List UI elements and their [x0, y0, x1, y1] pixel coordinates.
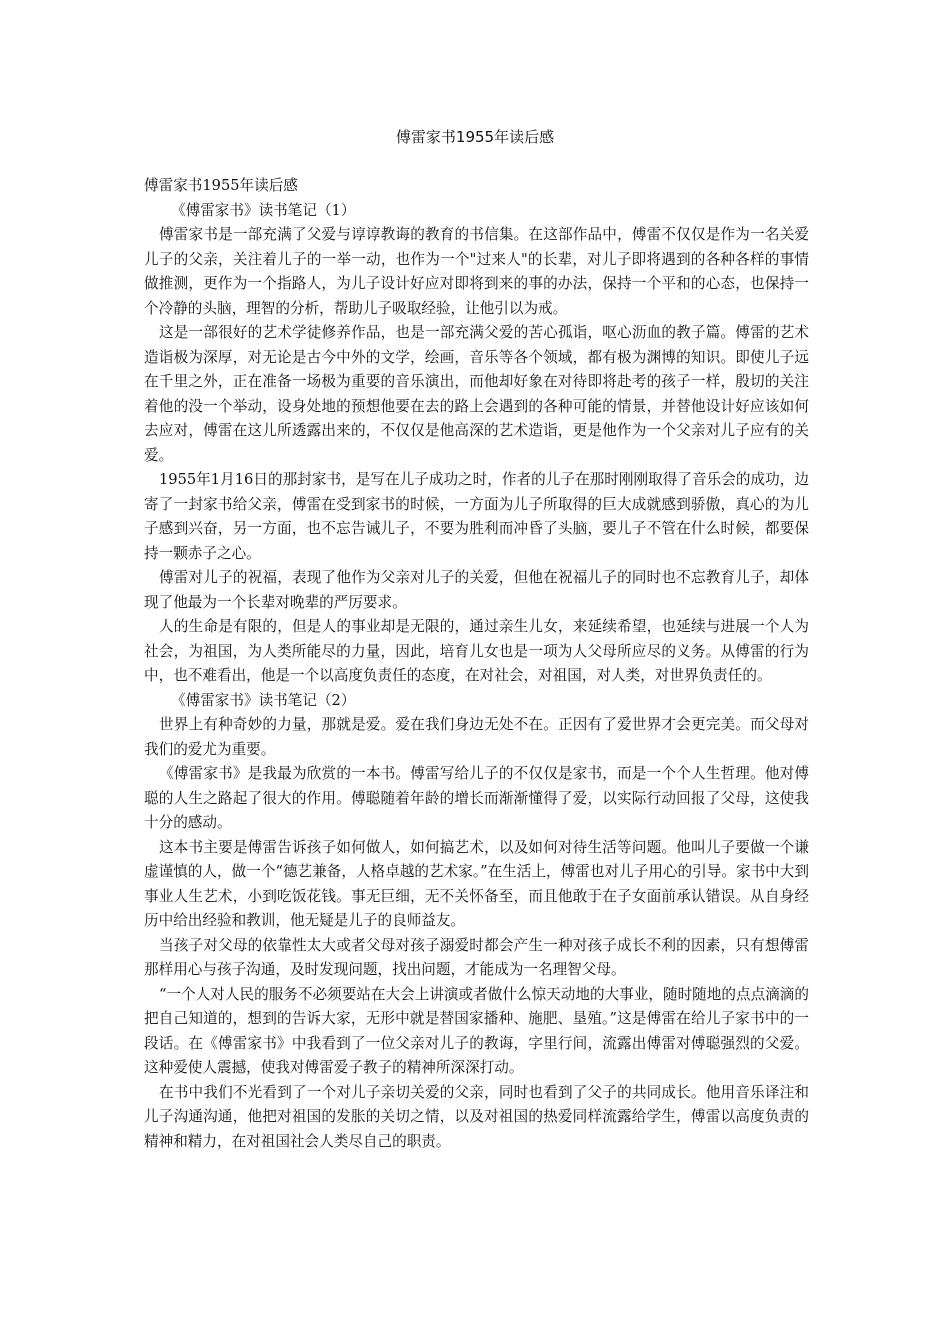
body-paragraph: 《傅雷家书》是我最为欣赏的一本书。傅雷写给儿子的不仅仅是家书，而是一个个人生哲理。他对傅聪的人生之路起了很大的作用。傅聪随着年龄的增长而渐渐懂得了爱，以实际行动回报了父母，这使我十分的感动。: [144, 765, 809, 831]
body-paragraph: 世界上有种奇妙的力量，那就是爱。爱在我们身边无处不在。正因有了爱世界才会更完美。而父母对我们的爱尤为重要。: [144, 716, 809, 758]
body-paragraph: 这本书主要是傅雷告诉孩子如何做人，如何搞艺术，以及如何对待生活等问题。他叫儿子要做一个谦虚谨慎的人，做一个“德艺兼备，人格卓越的艺术家。”在生活上，傅雷也对儿子用心的引导。家书中大到事业人生艺术，小到吃饭花钱。事无巨细，无不关怀备至，而且他敢于在子女面前承认错误。从自身经历中给出经验和教训，他无疑是儿子的良师益友。: [144, 838, 809, 929]
body-paragraph: 在书中我们不光看到了一个对儿子亲切关爱的父亲，同时也看到了父子的共同成长。他用音乐译注和儿子沟通沟通，他把对祖国的发胀的关切之情，以及对祖国的热爱同样流露给学生，傅雷以高度负责的精神和精力，在对祖国社会人类尽自己的职责。: [144, 1083, 809, 1150]
article-heading: 傅雷家书1955年读后感: [144, 177, 298, 194]
document-body: [144, 174, 809, 1154]
body-paragraph: 1955年1月16日的那封家书，是写在儿子成功之时，作者的儿子在那时刚刚取得了音乐会的成功，边寄了一封家书给父亲，傅雷在受到家书的时候，一方面为儿子所取得的巨大成就感到骄傲，真心的为儿子感到兴奋，另一方面，也不忘告诫儿子，不要为胜利而冲昏了头脑，要儿子不管在什么时候，都要保持一颗赤子之心。: [144, 471, 809, 562]
body-paragraph: 当孩子对父母的依靠性太大或者父母对孩子溺爱时都会产生一种对孩子成长不利的因素，只有想傅雷那样用心与孩子沟通，及时发现问题，找出问题，才能成为一名理智父母。: [144, 936, 809, 978]
body-paragraph: 傅雷对儿子的祝福，表现了他作为父亲对儿子的关爱，但他在祝福儿子的同时也不忘教育儿子，却体现了他最为一个长辈对晚辈的严厉要求。: [144, 569, 809, 611]
body-paragraph: 傅雷家书是一部充满了父爱与谆谆教诲的教育的书信集。在这部作品中，傅雷不仅仅是作为一名关爱儿子的父亲，关注着儿子的一举一动，也作为一个"过来人"的长辈，对儿子即将遇到的各种各样的事情做推测，更作为一个指路人，为儿子设计好应对即将到来的事的办法，保持一个平和的心态，也保持一个冷静的头脑，理智的分析，帮助儿子吸取经验，让他引以为戒。: [144, 226, 809, 317]
body-paragraph: 这是一部很好的艺术学徒修养作品，也是一部充满父爱的苦心孤诣，呕心沥血的教子篇。傅雷的艺术造诣极为深厚，对无论是古今中外的文学，绘画，音乐等各个领域，都有极为渊博的知识。即使儿子远在千里之外，正在准备一场极为重要的音乐演出，而他却好象在对待即将赴考的孩子一样，殷切的关注着他的没一个举动，设身处地的预想他要在去的路上会遇到的各种可能的情景，并替他设计好应该如何去应对，傅雷在这儿所透露出来的，不仅仅是他高深的艺术造诣，更是他作为一个父亲对儿子应有的关爱。: [144, 324, 809, 464]
reading-note-heading-1: 《傅雷家书》读书笔记（1）: [171, 201, 356, 219]
reading-note-heading-2: 《傅雷家书》读书笔记（2）: [171, 691, 356, 709]
document-title: 傅雷家书1955年读后感: [395, 128, 555, 146]
body-paragraph: “一个人对人民的服务不必须要站在大会上讲演或者做什么惊天动地的大事业，随时随地的点点滴滴的把自己知道的，想到的告诉大家，无形中就是替国家播种、施肥、垦殖。”这是傅雷在给儿子家书中的一段话。在《傅雷家书》中我看到了一位父亲对儿子的教诲，字里行间，流露出傅雷对傅聪强烈的父爱。这种爱使人震撼，使我对傅雷爱子教子的精神所深深打动。: [144, 985, 809, 1076]
body-paragraph: 人的生命是有限的，但是人的事业却是无限的，通过亲生儿女，来延续希望，也延续与进展一个人为社会，为祖国，为人类所能尽的力量，因此，培育儿女也是一项为人父母所应尽的义务。从傅雷的行为中，也不难看出，他是一个以高度负责任的态度，在对社会，对祖国，对人类，对世界负责任的。: [144, 618, 809, 684]
